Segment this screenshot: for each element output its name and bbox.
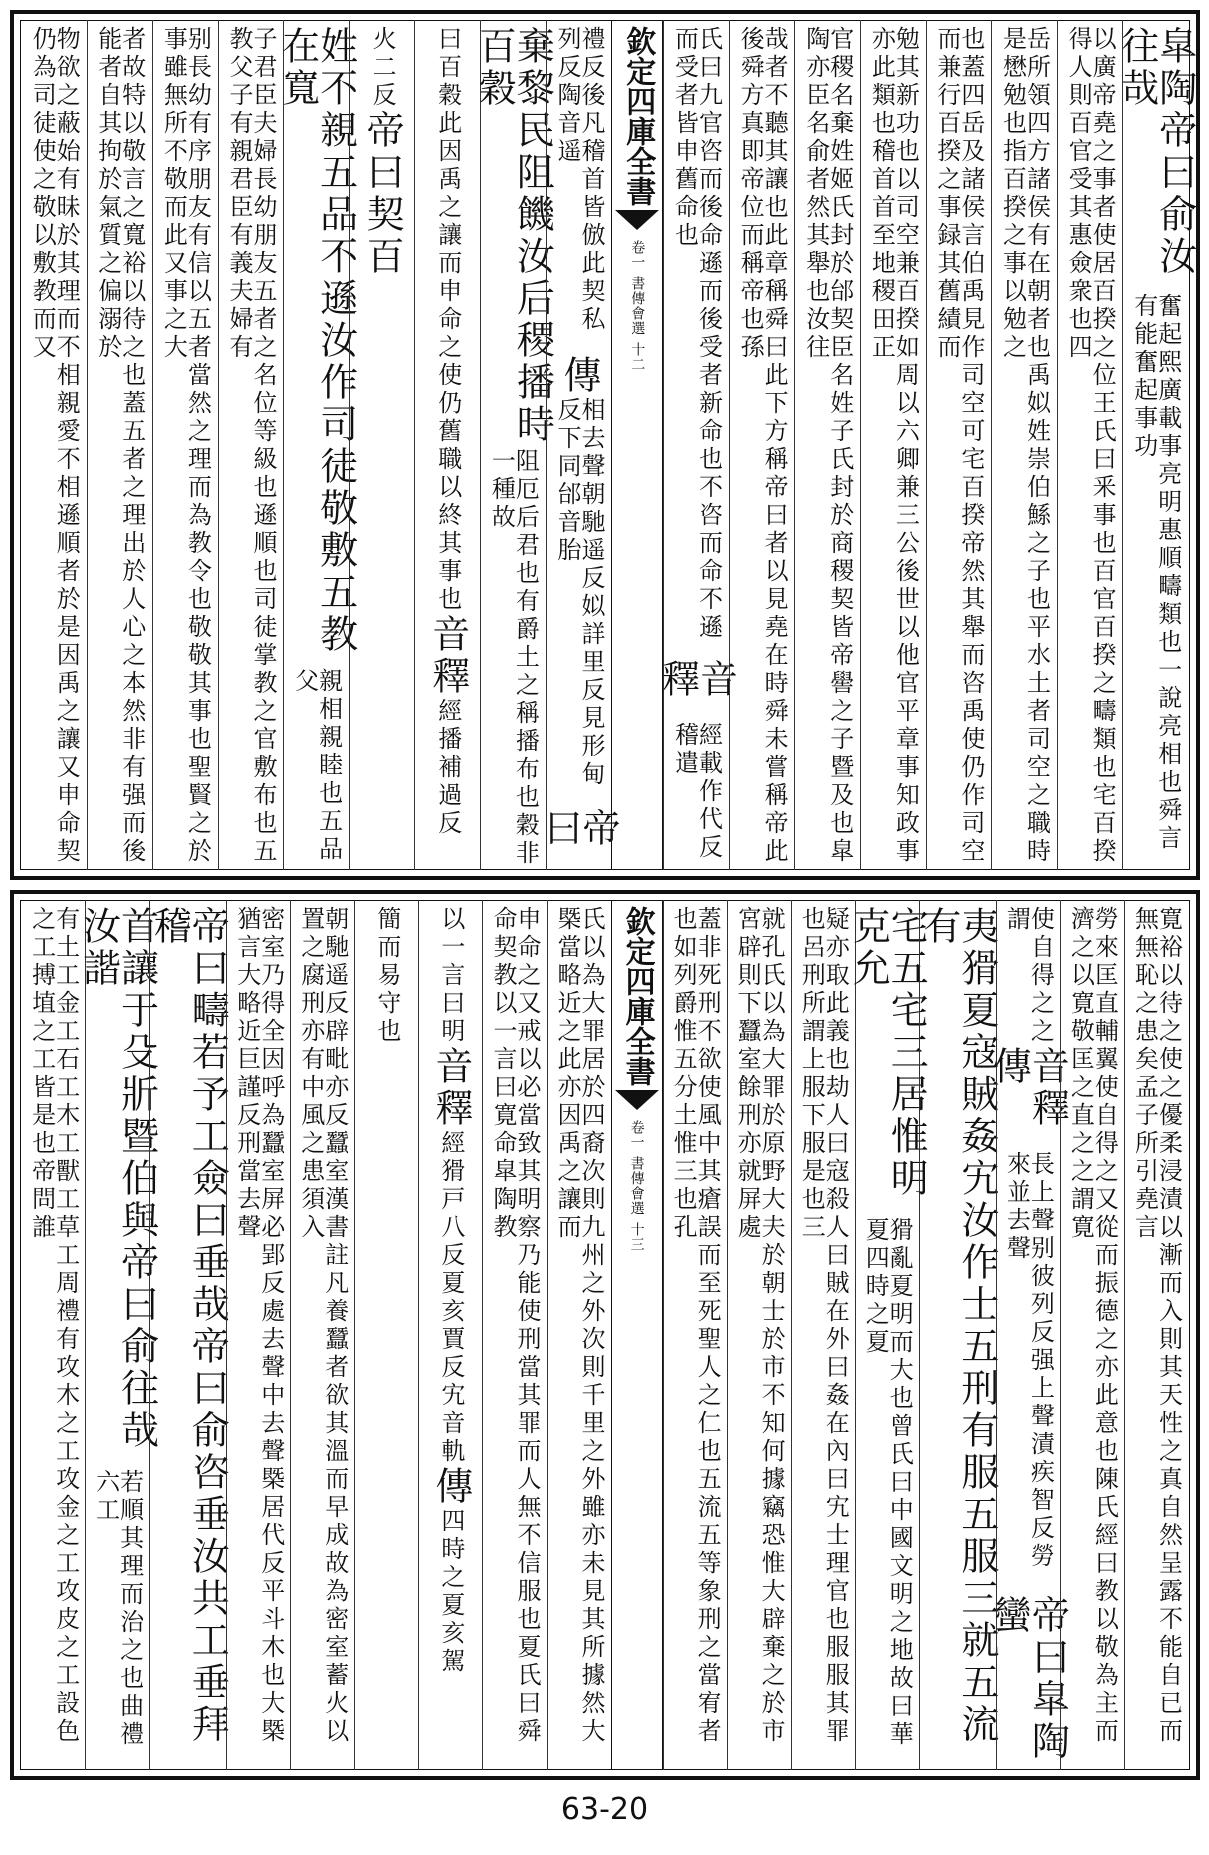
text-column [794, 20, 860, 870]
text-column [846, 900, 929, 1770]
text-column [655, 20, 738, 870]
text-column [354, 900, 418, 1770]
text-column [537, 20, 620, 870]
main-text: 傳 [428, 1466, 473, 1508]
commentary-text: 朝馳遥反辟毗亦反蠶室漢書註凡養蠶者欲其溫而早成故為密室蓄火以置之腐刑亦有中風之患須入 [296, 906, 349, 1746]
commentary-text: 經播補過反 [433, 698, 462, 838]
main-text: 帝曰皐陶蠻 [987, 1594, 1070, 1763]
collection-title: 書傳會選 [628, 1156, 645, 1216]
commentary-text: 使自得之之謂 [1002, 906, 1055, 1046]
commentary-text: 岳所領四方諸侯有在朝者也禹姒姓崇伯鯀之子也平水土者司空之職時是懋勉也指百揆之事以勉之 [998, 26, 1051, 866]
commentary-text: 子君臣夫婦長幼朋友五者之名位等級也遜順也司徒掌教之官敷布也五教父子有親君臣有義夫婦有 [224, 26, 277, 866]
folio-number: 十二 [629, 342, 646, 372]
collection-title: 書傳會選 [629, 276, 646, 336]
text-column [349, 20, 415, 870]
commentary-text: 官稷名棄姓姬氏封於邰契臣名姓子氏封於商稷契皆帝嚳之子暨及也皐陶亦臣名俞者然其舉也汝往 [801, 26, 854, 866]
folio-number: 十三 [628, 1222, 645, 1252]
main-text: 帝曰契百 [360, 110, 405, 278]
commentary-text: 勞來匡直輔翼使自得之又從而振德之亦此意也陳氏經曰教以敬為主而濟之以寛敬匡之直之之謂寛 [1066, 906, 1119, 1746]
text-column [663, 900, 727, 1770]
text-column [791, 900, 855, 1770]
commentary-text: 若順其理而治之也曲禮六工 [91, 1469, 144, 1750]
commentary-text: 氏曰九官咨而後命遜而後受者新命也不咨而命不遜而受者皆申舊命也 [670, 26, 723, 642]
main-text: 姓不親五品不遜汝作司徒敬敷五教在寬 [275, 26, 358, 656]
volume-label: 卷一 [628, 1120, 645, 1150]
main-text: 音釋傳 [987, 1046, 1070, 1131]
commentary-text: 火二反 [368, 26, 397, 110]
top-text-columns [22, 20, 1197, 870]
commentary-text: 别長幼有序朋友有信以五者當然之理而為教令也敬敬其事也聖賢之於事雖無所不敬而此又事之大 [159, 26, 212, 866]
text-column [729, 20, 795, 870]
commentary-text: 經載作代反稽遣 [670, 722, 723, 863]
text-column [926, 20, 992, 870]
commentary-text: 寛裕以待之使之優柔浸漬以漸而入則其天性之真自然呈露不能自已而無無恥之患矣孟子所引堯言 [1130, 906, 1183, 1746]
commentary-text: 簡而易守也 [372, 906, 401, 1046]
text-column [1060, 900, 1124, 1770]
main-text: 帝曰 [537, 808, 620, 851]
text-column [275, 20, 358, 870]
commentary-text: 相去聲朝馳遥反姒詳里反見形甸反下同邰音胎 [552, 397, 605, 790]
main-text: 音釋 [425, 614, 470, 698]
text-column [76, 900, 159, 1770]
commentary-text: 以一言曰明 [436, 906, 465, 1046]
text-column [418, 900, 482, 1770]
page-label: 63-20 [560, 1792, 649, 1827]
main-text: 首讓于殳斨暨伯與帝曰俞往哉汝諧 [76, 906, 159, 1452]
volume-label: 卷一 [629, 240, 646, 270]
commentary-text: 親相親睦也五品父 [290, 668, 343, 865]
main-text: 音釋 [655, 659, 738, 701]
commentary-text: 經猾戸八反夏亥賈反宄音軌 [436, 1130, 465, 1466]
text-column [414, 20, 480, 870]
text-column [1114, 20, 1197, 870]
text-column [152, 20, 218, 870]
main-text: 宅五宅三居惟明克允 [846, 906, 929, 1200]
commentary-text: 曰百穀此因禹之讓而申命之使仍舊職以終其事也 [433, 26, 462, 614]
text-column [916, 900, 999, 1770]
main-text: 傳 [556, 355, 601, 398]
main-text: 夷猾夏寇賊姦宄汝作士五刑有服五服三就五流有 [916, 906, 999, 1746]
commentary-text: 蓋非死刑不欲使風中其瘡誤而至死聖人之仁也五流五等象刑之當宥者也如列爵惟五分土惟三也孔 [669, 906, 722, 1746]
text-column [22, 20, 87, 870]
text-column [1057, 20, 1123, 870]
main-text: 音釋 [428, 1046, 473, 1130]
main-text: 棄黎民阻饑汝后稷播時百穀 [472, 26, 555, 446]
commentary-text: 申命之又戒以必當致其明察乃能使刑當其罪而人無不信服也夏氏曰舜命契教以一言曰寛命皐陶教 [488, 906, 541, 1746]
commentary-text: 勉其新功也以司空兼百揆如周以六卿兼三公後世以他官平章事知政事亦此類也稽首首至地稷田正 [867, 26, 920, 866]
text-column [987, 900, 1070, 1770]
text-column [860, 20, 926, 870]
page-gutter [611, 900, 663, 1770]
bottom-page [10, 890, 1200, 1780]
commentary-text: 有土工金工石工木工獸工草工周禮有攻木之工攻金之工攻皮之工設色之工搏埴之工皆是也帝問誰 [27, 906, 80, 1746]
commentary-text: 疑亦取此義也劫人曰寇殺人曰賊在外曰姦在內曰宄士理官也服服其罪也呂刑所謂上服下服是也三 [797, 906, 850, 1746]
commentary-text: 禮反後凡稽首皆倣此契私列反陶音遥 [552, 26, 605, 334]
text-column [547, 900, 611, 1770]
series-title: 欽定四庫全書 [619, 906, 655, 1086]
commentary-text: 四時之夏亥駕 [436, 1508, 465, 1676]
fishtail-mark-icon [615, 210, 659, 230]
commentary-text: 奮起熙廣載事亮明惠順疇類也一說亮相也舜言有能奮起事功 [1129, 292, 1182, 853]
text-column [1124, 900, 1188, 1770]
fishtail-mark-icon [615, 1090, 659, 1110]
commentary-text: 阻厄后君也有爵土之稱播布也穀非一種故 [487, 448, 540, 868]
text-column [727, 900, 791, 1770]
commentary-text: 氏以為大罪居於四裔次則九州之外次則千里之外雖亦未見其所據然大槩當略近之此亦因禹之讓而 [553, 906, 606, 1746]
commentary-text: 物欲之蔽始有昧於其理而不相親愛不相遜順者於是因禹之讓又申命契仍為司徒使之敬以敷教而又 [28, 26, 81, 866]
text-column [218, 20, 284, 870]
text-column [22, 900, 85, 1770]
top-page [10, 10, 1200, 880]
series-title: 欽定四庫全書 [620, 26, 656, 206]
text-column [991, 20, 1057, 870]
commentary-text: 猾亂夏明而大也曾氏曰中國文明之地故曰華夏四時之夏 [861, 1217, 914, 1750]
commentary-text: 就孔氏以為大罪於原野大夫於朝士於市不知何據竊恐惟大辟棄之於市宮辟則下蠶室餘刑亦就屏處 [733, 906, 786, 1746]
text-column [290, 900, 354, 1770]
page-gutter [611, 20, 663, 870]
commentary-text: 也蓋四岳及諸侯言伯禹見作司空可宅百揆帝然其舉而咨禹使仍作司空而兼行百揆之事録其舊績而 [932, 26, 985, 866]
text-column [472, 20, 555, 870]
commentary-text: 長上聲别彼列反强上聲漬疾智反勞來並去聲 [1002, 1151, 1055, 1572]
text-column [226, 900, 290, 1770]
commentary-text: 以廣帝堯之事者使居百揆之位王氏曰釆事也百官百揆之疇類也宅百揆得人則百官受其惠僉衆也四 [1064, 26, 1117, 866]
text-column [482, 900, 546, 1770]
commentary-text: 者故特以敬言之寬裕以待之也蓋五者之理出於人心之本然非有强而後能者自其拘於氣質之偏溺於 [93, 26, 146, 866]
text-column [147, 900, 230, 1770]
main-text: 帝曰疇若予工僉曰垂哉帝曰俞咨垂汝共工垂拜稽 [147, 906, 230, 1746]
commentary-text: 哉者不聽其讓也此章稱舜曰此下方稱帝曰者以見堯在時舜未嘗稱帝此後舜方真即帝位而稱帝也孫 [736, 26, 789, 866]
main-text: 皐陶帝曰俞汝往哉 [1114, 26, 1197, 278]
commentary-text: 密室乃得全因呼為蠶室屏必郢反處去聲中去聲槩居代反平斗木也大槩猶言大略近巨謹反刑當去聲 [232, 906, 285, 1746]
bottom-text-columns [22, 900, 1188, 1770]
text-column [87, 20, 153, 870]
